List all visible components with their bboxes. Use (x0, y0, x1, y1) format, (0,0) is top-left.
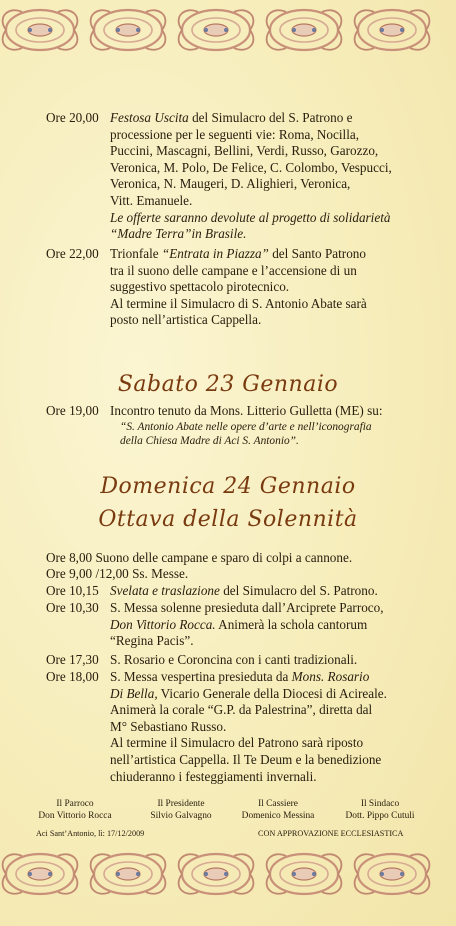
text: Animerà la schola cantorum (215, 616, 368, 632)
text: suggestivo spettacolo pirotecnico. (110, 279, 290, 295)
signature-role: Il Parroco (56, 799, 94, 809)
entry-line (110, 617, 456, 634)
text: Vitt. Emanuele. (110, 192, 193, 208)
text: nell’artistica Cappella. Il Te Deum e la benedizione (110, 751, 382, 767)
text: del Simulacro del S. Patrono. (219, 583, 378, 598)
program-line: Ore 8,00 Suono delle campane e sparo di colpi a cannone. (46, 550, 353, 565)
entry-line: della Chiesa Madre di Aci S. Antonio”. (120, 434, 299, 447)
entry-time: Ore 10,30 (46, 600, 99, 615)
signature-presidente (126, 798, 236, 822)
signature-parroco (20, 798, 130, 822)
entry-body (110, 600, 456, 650)
italic-text: “Entrata in Piazza” (161, 246, 269, 261)
text: chiuderanno i festeggiamenti invernali. (110, 768, 317, 784)
entry-line (110, 686, 456, 703)
entry-line (110, 702, 456, 719)
entry-time: Ore 18,00 (46, 669, 99, 684)
signature-role: Il Presidente (157, 799, 205, 809)
text: Al termine il Simulacro di S. Antonio Abate sarà (110, 295, 367, 311)
entry-body (110, 583, 456, 600)
program-line: Ore 9,00 /12,00 Ss. Messe. (46, 566, 189, 581)
entry-line (110, 127, 456, 144)
signature-name: Don Vittorio Rocca (38, 811, 112, 821)
entry-line (110, 210, 456, 227)
entry-body (110, 652, 456, 669)
entry-line (110, 633, 456, 650)
entry-body (110, 246, 456, 329)
text: S. Rosario e Coroncina con i canti tradizionali. (110, 652, 358, 667)
text: Puccini, Mascagni, Bellini, Verdi, Russo, Garozzo, (110, 143, 379, 159)
italic-text: “Madre Terra”in Brasile. (110, 226, 247, 242)
signature-role: Il Sindaco (360, 799, 400, 809)
italic-text: Svelata e traslazione (110, 583, 220, 598)
footer-approval: CON APPROVAZIONE ECCLESIASTICA (258, 829, 404, 838)
entry-line (110, 110, 456, 127)
text: “Regina Pacis”. (110, 633, 194, 649)
entry-line (110, 160, 456, 177)
entry-time: Ore 22,00 (46, 246, 99, 261)
entry-line (110, 246, 456, 263)
entry-time: Ore 19,00 (46, 403, 99, 418)
entry-line: “S. Antonio Abate nelle opere d’arte e nell’iconografia (120, 420, 372, 433)
saturday-heading: Sabato 23 Gennaio (117, 372, 339, 397)
signature-name: Silvio Galvagno (150, 811, 212, 821)
entry-line (110, 176, 456, 193)
italic-text: Festosa Uscita (110, 110, 189, 125)
signature-sindaco (325, 798, 435, 822)
text: posto nell’artistica Cappella. (110, 312, 262, 328)
text: Veronica, N. Maugeri, D. Alighieri, Veronica, (110, 176, 351, 192)
entry-time: Ore 10,15 (46, 583, 99, 598)
signature-role: Il Cassiere (258, 799, 298, 809)
entry-body (110, 110, 456, 243)
entry-line (110, 296, 456, 313)
signature-name: Dott. Pippo Cutuli (345, 811, 415, 821)
entry-line (110, 279, 456, 296)
italic-text: Mons. Rosario (291, 669, 370, 684)
entry-line (110, 652, 456, 669)
entry-line: Incontro tenuto da Mons. Litterio Gulletta (ME) su: (110, 403, 383, 418)
signature-cassiere (223, 798, 333, 822)
text: tra il suono delle campane e l’accensione di un (110, 262, 357, 278)
top-ornament-border (0, 0, 456, 62)
italic-text: Di Bella, (110, 685, 158, 701)
italic-text: Don Vittorio Rocca. (110, 616, 216, 632)
entry-line (110, 752, 456, 769)
sunday-heading: Domenica 24 Gennaio (100, 474, 356, 499)
sunday-subheading: Ottava della Solennità (98, 507, 358, 532)
entry-time: Ore 20,00 (46, 110, 99, 125)
entry-line (110, 193, 456, 210)
entry-line (110, 226, 456, 243)
text: Al termine il Simulacro del Patrono sarà riposto (110, 735, 364, 751)
entry-line (110, 263, 456, 280)
text: Vicario Generale della Diocesi di Acireale. (157, 685, 387, 701)
entry-line (110, 583, 456, 600)
entry-line (110, 735, 456, 752)
signature-name: Domenico Messina (241, 811, 315, 821)
bottom-ornament-border (0, 840, 456, 902)
entry-time: Ore 17,30 (46, 652, 99, 667)
text: M° Sebastiano Russo. (110, 718, 227, 734)
text: Animerà la corale “G.P. da Palestrina”, diretta dal (110, 702, 373, 718)
entry-body (110, 403, 456, 448)
text: S. Messa vespertina presieduta da (110, 669, 292, 684)
text: del Simulacro del S. Patrono e (188, 110, 353, 125)
entry-line (110, 143, 456, 160)
text: processione per le seguenti vie: Roma, Nocilla, (110, 126, 360, 142)
text: del Santo Patrono (268, 246, 366, 261)
entry-line (110, 312, 456, 329)
italic-text: Le offerte saranno devolute al progetto di solidarietà (110, 209, 391, 225)
text: Trionfale (110, 246, 162, 261)
footer-date: Aci Sant’Antonio, lì: 17/12/2009 (36, 829, 145, 838)
entry-body (110, 669, 456, 785)
text: S. Messa solenne presieduta dall’Arciprete Parroco, (110, 600, 384, 615)
entry-line (110, 769, 456, 786)
entry-line (110, 600, 456, 617)
entry-line (110, 669, 456, 686)
entry-line (110, 719, 456, 736)
text: Veronica, M. Polo, De Felice, C. Colombo, Vespucci, (110, 159, 392, 175)
